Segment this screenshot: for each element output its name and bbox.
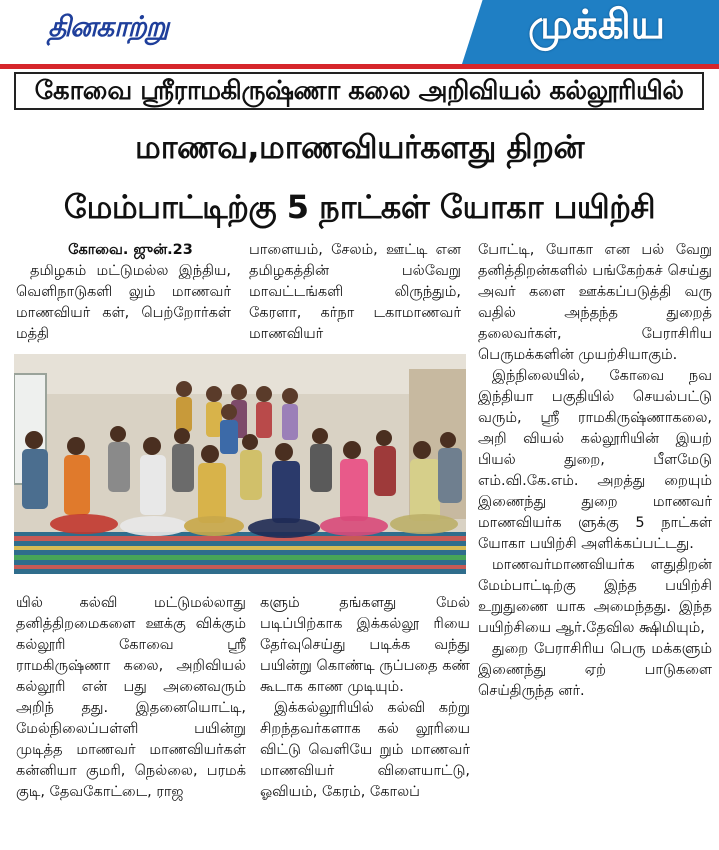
group-photo [14,354,466,574]
paragraph: களும் தங்களது மேல் படிப்பிற்காக இக்கல்லூ ரியை தேர்வுசெய்து படிக்க வந்து பயின்று கொண்டி ருப்பதை கண் கூடாக காண முடியும். [260,595,470,695]
paragraph: போட்டி, யோகா என பல் வேறு தனித்திறன்களில் பங்கேற்கச் செய்து அவர் களை ஊக்கப்படுத்தி வரு வதில் அந்தந்த துறைத் தலைவர்கள், பேராசிரிய பெருமக்களின் முயற்சியாகும். [478,242,712,363]
paragraph: தமிழகம் மட்டுமல்ல இந்திய, வெளிநாடுகளி லும் மாணவர் மாணவியர் கள், பெற்றோர்கள் மத்தி [16,263,231,342]
paragraph: யில் கல்வி மட்டுமல்லாது தனித்திறமைகளை ஊக்கு விக்கும் கல்லூரி கோவை ஸ்ரீ ராமகிருஷ்ணா கலை, அறிவியல் கல்லூரி என் பது அனைவரும் அறிந் தது. இதனையொட்டி, மேல்நிலைப்பள்ளி பயின்று முடித்த மாணவர் மாணவியர்கள் கன்னியா குமரி, நெல்லை, பரமக் குடி, தேவகோட்டை, ராஜ [16,595,246,800]
paragraph: இந்நிலையில், கோவை நவ இந்தியா பகுதியில் செயல்பட்டு வரும், ஸ்ரீ ராமகிருஷ்ணாகலை, அறி வியல் கல்லூரியின் இயற் பியல் துறை, பீளமேடு எம்.வி.கே.எம். அறத்து றையும் இணைந்து துறை மாணவர் மாணவியர்க ளுக்கு 5 நாட்கள் யோகா பயிற்சி அளிக்கப்பட்டது. [478,368,712,552]
article-column-1-top [16,240,231,345]
paragraph: துறை பேராசிரிய பெரு மக்களும் இணைந்து ஏற் பாடுகளை செய்திருந்த னர். [478,641,712,699]
masthead-rule [0,64,719,69]
newspaper-logo: தினகாற்று [48,10,169,43]
article-column-3 [478,240,712,702]
kicker: கோவை ஸ்ரீராமகிருஷ்ணா கலை அறிவியல் கல்லூரியில் [34,76,684,106]
dateline: கோவை. ஜுன்.23 [68,242,193,258]
paragraph: இக்கல்லூரியில் கல்வி கற்று சிறந்தவர்களாக கல் லூரியை விட்டு வெளியே றும் மாணவர் மாணவியர் விளையாட்டு, ஓவியம், கேரம், கோலப் [260,700,470,800]
article-column-1-bottom [16,593,246,803]
article-column-2-bottom [260,593,470,803]
paragraph: மாணவர்மாணவியர்க ளதுதிறன் மேம்பாட்டிற்கு இந்த பயிற்சி உறுதுணை யாக அமைந்தது. இந்த பயிற்சியை ஆர்.தேவில க்ஷிமியும், [478,557,712,636]
headline-line-1: மாணவ,மாணவியர்களது திறன் [135,128,584,166]
section-label: முக்கிய [528,2,666,48]
paragraph: பாளையம், சேலம், ஊட்டி என தமிழகத்தின் பல்வேறு மாவட்டங்களி லிருந்தும், கேரளா, கர்நா டகாமாணவர் மாணவியர் [249,242,461,342]
headline-line-2: மேம்பாட்டிற்கு 5 நாட்கள் யோகா பயிற்சி [63,188,656,226]
article-column-2-top [249,240,461,345]
